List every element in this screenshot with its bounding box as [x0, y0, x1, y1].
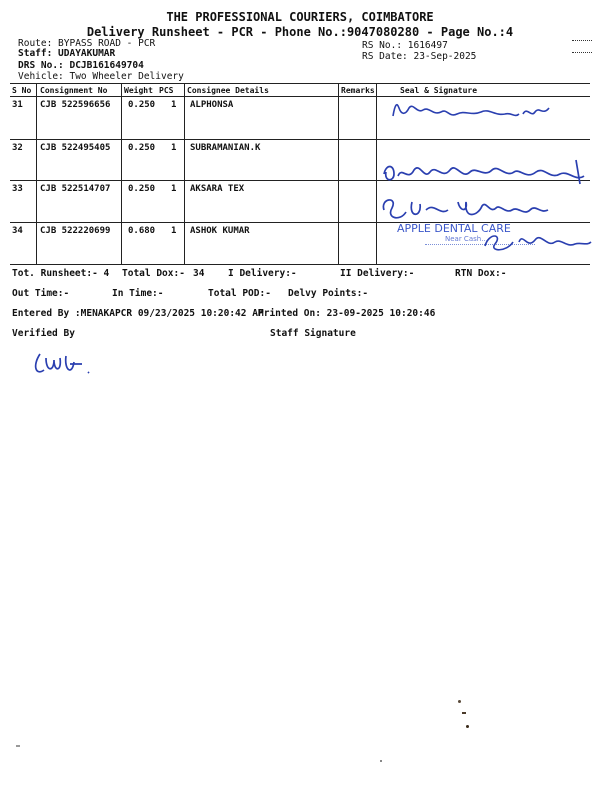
row-consignee: ASHOK KUMAR: [190, 226, 250, 236]
runsheet-title: Delivery Runsheet - PCR - Phone No.:9047080280 - Page No.:4: [86, 25, 514, 39]
row-sno: 33: [12, 184, 23, 194]
row-weight: 0.250: [128, 184, 156, 194]
delvy-points: Delvy Points:-: [288, 288, 369, 299]
col-consignment: Consignment No: [40, 86, 108, 95]
col-pcs: PCS: [159, 86, 174, 95]
total-pod: Total POD:-: [208, 288, 271, 299]
row-weight: 0.250: [128, 143, 156, 153]
company-title: THE PROFESSIONAL COURIERS, COIMBATORE: [166, 10, 434, 24]
tot-runsheet: Tot. Runsheet:- 4: [12, 268, 110, 279]
in-time: In Time:-: [112, 288, 164, 299]
verifier-signature: [30, 346, 100, 386]
stamp-line2: Near Cash...: [445, 235, 488, 243]
stamp-name: APPLE DENTAL CARE: [397, 222, 511, 235]
row-consignment: CJB 522514707: [40, 184, 111, 194]
row-consignment: CJB 522495405: [40, 143, 111, 153]
col-seal-signature: Seal & Signature: [400, 86, 478, 95]
rs-no-label: RS No.: 1616497: [362, 40, 448, 51]
row-consignee: ALPHONSA: [190, 100, 234, 110]
total-dox-label: Total Dox:-: [122, 268, 185, 279]
i-delivery: I Delivery:-: [228, 268, 297, 279]
header-dots: [572, 40, 592, 41]
row-pcs: 1: [171, 184, 177, 194]
col-consignee: Consignee Details: [187, 86, 269, 95]
row-pcs: 1: [171, 143, 177, 153]
out-time: Out Time:-: [12, 288, 70, 299]
row-weight: 0.250: [128, 100, 156, 110]
row-consignee: AKSARA TEX: [190, 184, 245, 194]
row-pcs: 1: [171, 100, 177, 110]
row-consignment: CJB 522220699: [40, 226, 111, 236]
col-sno: S No: [12, 86, 32, 95]
route-label: Route: BYPASS ROAD - PCR: [18, 38, 156, 49]
signature-row-32: [380, 152, 590, 196]
verified-by: Verified By: [12, 328, 75, 339]
row-sno: 34: [12, 226, 23, 236]
total-dox-value: 34: [193, 268, 205, 279]
staff-label: Staff: UDAYAKUMAR: [18, 48, 116, 59]
rs-date-label: RS Date: 23-Sep-2025: [362, 51, 477, 62]
row-consignment: CJB 522596656: [40, 100, 111, 110]
col-remarks: Remarks: [341, 86, 375, 95]
col-weight: Weight: [124, 86, 153, 95]
staff-signature: Staff Signature: [270, 328, 356, 339]
rtn-dox: RTN Dox:-: [455, 268, 507, 279]
signature-row-31: [385, 96, 555, 130]
printed-on: Printed On: 23-09-2025 10:20:46: [258, 308, 436, 319]
header-dots: [572, 52, 592, 53]
drs-label: DRS No.: DCJB161649704: [18, 60, 144, 71]
vehicle-label: Vehicle: Two Wheeler Delivery: [18, 71, 184, 82]
row-sno: 31: [12, 100, 23, 110]
row-consignee: SUBRAMANIAN.K: [190, 143, 261, 153]
row-weight: 0.680: [128, 226, 156, 236]
entered-by: Entered By :MENAKAPCR 09/23/2025 10:20:42 AM: [12, 308, 264, 319]
row-sno: 32: [12, 143, 23, 153]
ii-delivery: II Delivery:-: [340, 268, 415, 279]
row-pcs: 1: [171, 226, 177, 236]
